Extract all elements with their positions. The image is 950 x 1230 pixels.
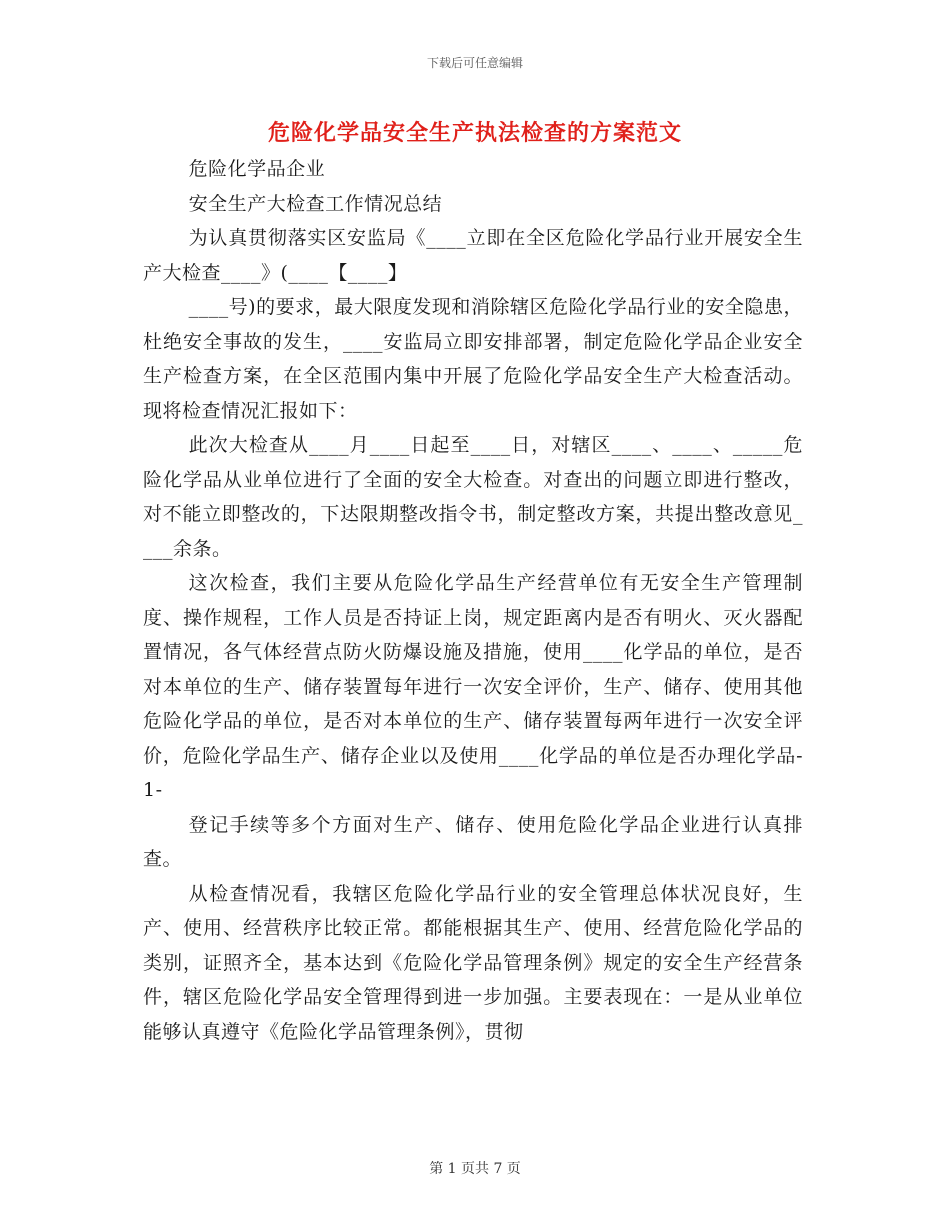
document-title: 危险化学品安全生产执法检查的方案范文: [267, 120, 682, 146]
paragraph: 为认真贯彻落实区安监局《____立即在全区危险化学品行业开展安全生产大检查____》(____【____】: [143, 227, 803, 284]
paragraph: 从检查情况看，我辖区危险化学品行业的安全管理总体状况良好，生产、使用、经营秩序比较正常。都能根据其生产、使用、经营危险化学品的类别，证照齐全，基本达到《危险化学品管理条例》规定的安全生产经营条件，辖区危险化学品安全管理得到进一步加强。主要表现在：一是从业单位能够认真遵守《危险化学品管理条例》，贯彻: [143, 882, 803, 1043]
page-header-note: 下载后可任意编辑: [426, 56, 523, 70]
paragraph: 危险化学品企业: [188, 158, 326, 180]
paragraph: ____号)的要求，最大限度发现和消除辖区危险化学品行业的安全隐患，杜绝安全事故的发生，____安监局立即安排部署，制定危险化学品企业安全生产检查方案，在全区范围内集中开展了危险化学品安全生产大检查活动。现将检查情况汇报如下：: [143, 296, 803, 422]
paragraph: 安全生产大检查工作情况总结: [188, 192, 443, 215]
page-number: 第 1 页共 7 页: [429, 1161, 521, 1177]
paragraph: 此次大检查从____月____日起至____日，对辖区____、____、_____危险化学品从业单位进行了全面的安全大检查。对查出的问题立即进行整改，对不能立即整改的，下达限期整改指令书，制定整改方案，共提出整改意见____余条。: [143, 434, 803, 560]
document-body: [143, 152, 803, 1049]
paragraph: 登记手续等多个方面对生产、储存、使用危险化学品企业进行认真排查。: [143, 813, 803, 870]
paragraph: 这次检查，我们主要从危险化学品生产经营单位有无安全生产管理制度、操作规程，工作人员是否持证上岗，规定距离内是否有明火、灭火器配置情况，各气体经营点防火防爆设施及措施，使用____化学品的单位，是否对本单位的生产、储存装置每年进行一次安全评价，生产、储存、使用其他危险化学品的单位，是否对本单位的生产、储存装置每两年进行一次安全评价，危险化学品生产、储存企业以及使用____化学品的单位是否办理化学品-1-: [143, 572, 803, 801]
